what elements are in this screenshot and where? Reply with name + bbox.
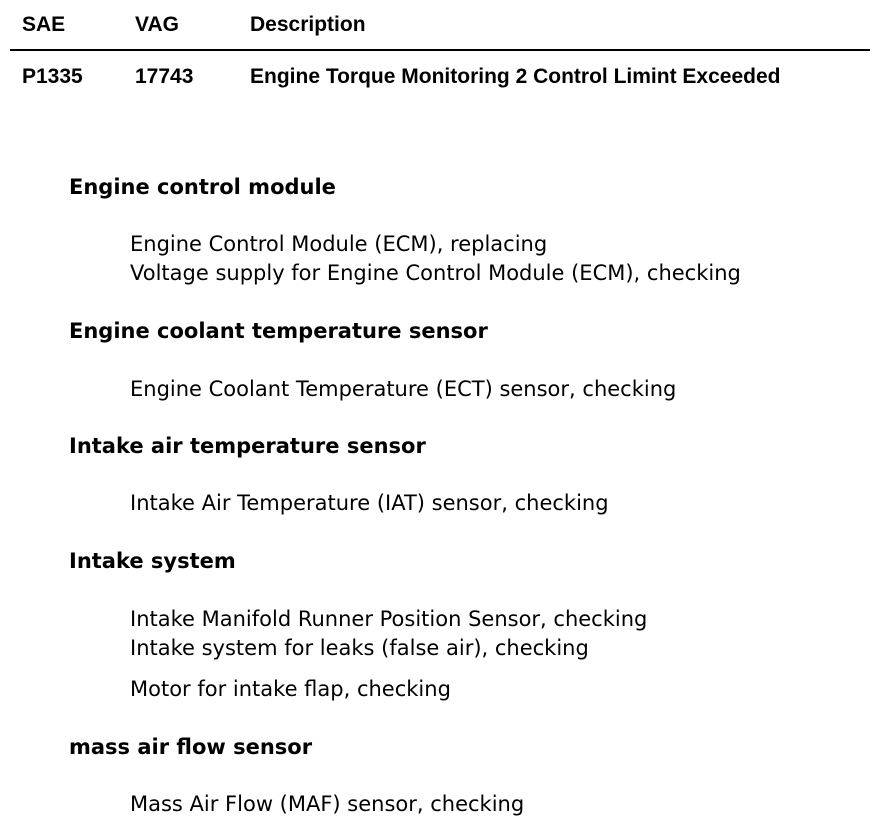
section-item[interactable]: Intake Manifold Runner Position Sensor, checking — [130, 607, 648, 631]
section-item[interactable]: Motor for intake flap, checking — [130, 677, 451, 701]
section-item[interactable]: Intake Air Temperature (IAT) sensor, checking — [130, 491, 609, 515]
section-item[interactable]: Intake system for leaks (false air), checking — [130, 636, 589, 660]
section-title-mass-air-flow-sensor: mass air flow sensor — [69, 735, 313, 759]
header-description: Description — [250, 13, 366, 36]
section-item[interactable]: Engine Coolant Temperature (ECT) sensor, checking — [130, 377, 677, 401]
section-title-engine-control-module: Engine control module — [69, 175, 336, 199]
section-item[interactable]: Engine Control Module (ECM), replacing — [130, 232, 548, 256]
section-title-engine-coolant-temperature-sensor: Engine coolant temperature sensor — [69, 319, 488, 343]
section-item[interactable]: Voltage supply for Engine Control Module (ECM), checking — [130, 261, 741, 285]
section-title-intake-air-temperature-sensor: Intake air temperature sensor — [69, 434, 426, 458]
section-title-intake-system: Intake system — [69, 549, 236, 573]
vag-code: 17743 — [135, 65, 194, 88]
header-sae: SAE — [22, 13, 66, 36]
section-item[interactable]: Mass Air Flow (MAF) sensor, checking — [130, 792, 525, 816]
sae-code: P1335 — [22, 65, 83, 88]
fault-description: Engine Torque Monitoring 2 Control Limint Exceeded — [250, 65, 781, 88]
header-vag: VAG — [135, 13, 179, 36]
